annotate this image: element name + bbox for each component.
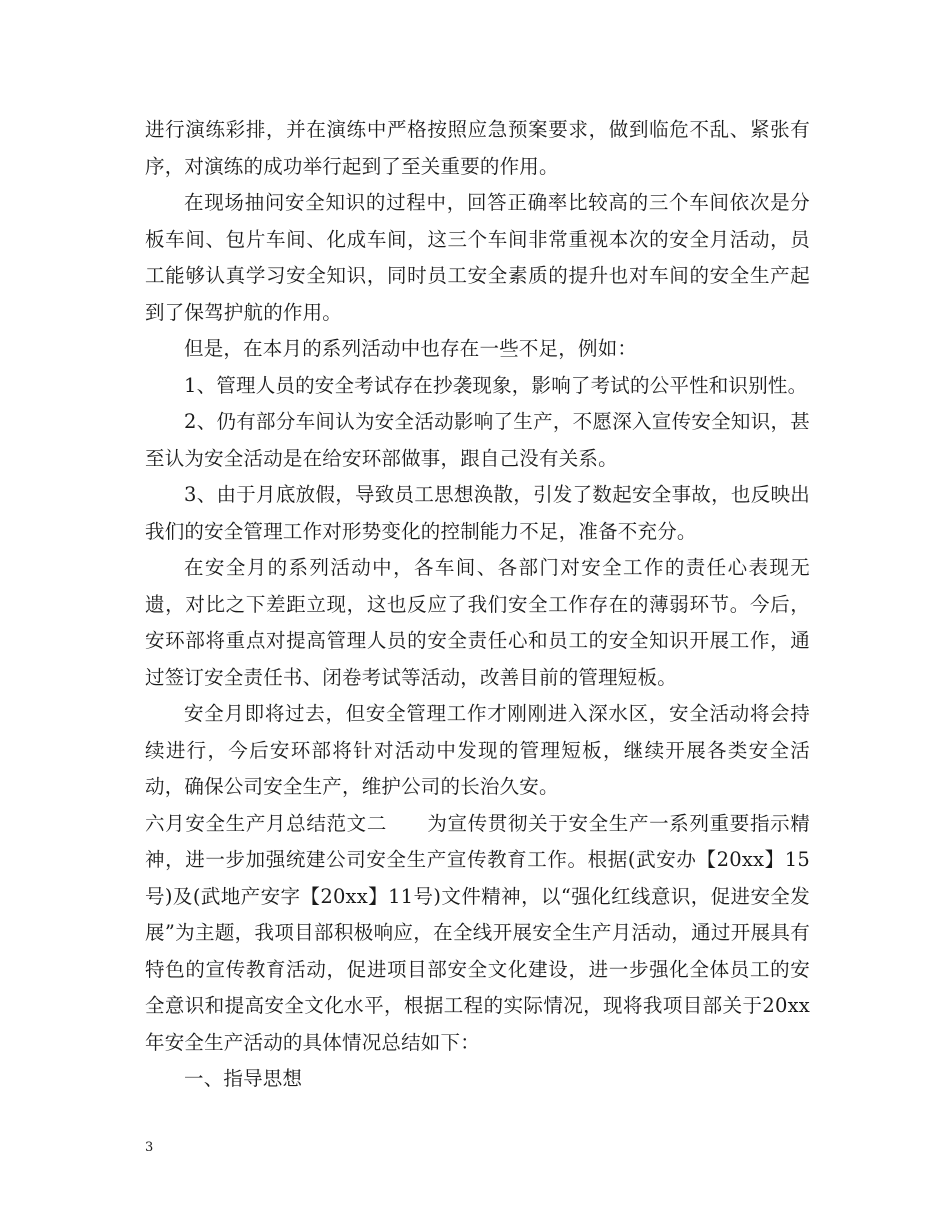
paragraph-3: 但是，在本月的系列活动中也存在一些不足，例如： [184,337,638,360]
page-number: 3 [145,1140,154,1155]
paragraph-7: 在安全月的系列活动中，各车间、各部门对安全工作的责任心表现无遗，对比之下差距立现，这也反应了我们安全工作存在的薄弱环节。今后，安环部将重点对提高管理人员的安全责任心和员工的安全知识开展工作，通过签订安全责任书、闭卷考试等活动，改善目前的管理短板。 [145,556,810,689]
paragraph-9-section-title: 六月安全生产月总结范文二 为宣传贯彻关于安全生产一系列重要指示精神，进一步加强统建公司安全生产宣传教育工作。根据(武安办【20xx】15号)及(武地产安字【20xx】11号)文件精神，以“强化红线意识，促进安全发展”为主题，我项目部积极响应，在全线开展安全生产月活动，通过开展具有特色的宣传教育活动，促进项目部安全文化建设，进一步强化全体员工的安全意识和提高安全文化水平，根据工程的实际情况，现将我项目部关于20xx年安全生产活动的具体情况总结如下： [145,811,810,1054]
paragraph-10-heading: 一、指导思想 [184,1067,303,1090]
body-text [145,112,810,1098]
paragraph-1: 进行演练彩排，并在演练中严格按照应急预案要求，做到临危不乱、紧张有序，对演练的成功举行起到了至关重要的作用。 [145,118,810,178]
paragraph-4: 1、管理人员的安全考试存在抄袭现象，影响了考试的公平性和识别性。 [184,373,808,397]
paragraph-2: 在现场抽问安全知识的过程中，回答正确率比较高的三个车间依次是分板车间、包片车间、化成车间，这三个车间非常重视本次的安全月活动，员工能够认真学习安全知识，同时员工安全素质的提升也对车间的安全生产起到了保驾护航的作用。 [145,191,810,324]
paragraph-8: 安全月即将过去，但安全管理工作才刚刚进入深水区，安全活动将会持续进行，今后安环部将针对活动中发现的管理短板，继续开展各类安全活动，确保公司安全生产，维护公司的长治久安。 [145,702,810,798]
paragraph-6: 3、由于月底放假，导致员工思想涣散，引发了数起安全事故，也反映出我们的安全管理工作对形势变化的控制能力不足，准备不充分。 [145,483,810,543]
paragraph-5: 2、仍有部分车间认为安全活动影响了生产，不愿深入宣传安全知识，甚至认为安全活动是在给安环部做事，跟自己没有关系。 [145,410,810,470]
